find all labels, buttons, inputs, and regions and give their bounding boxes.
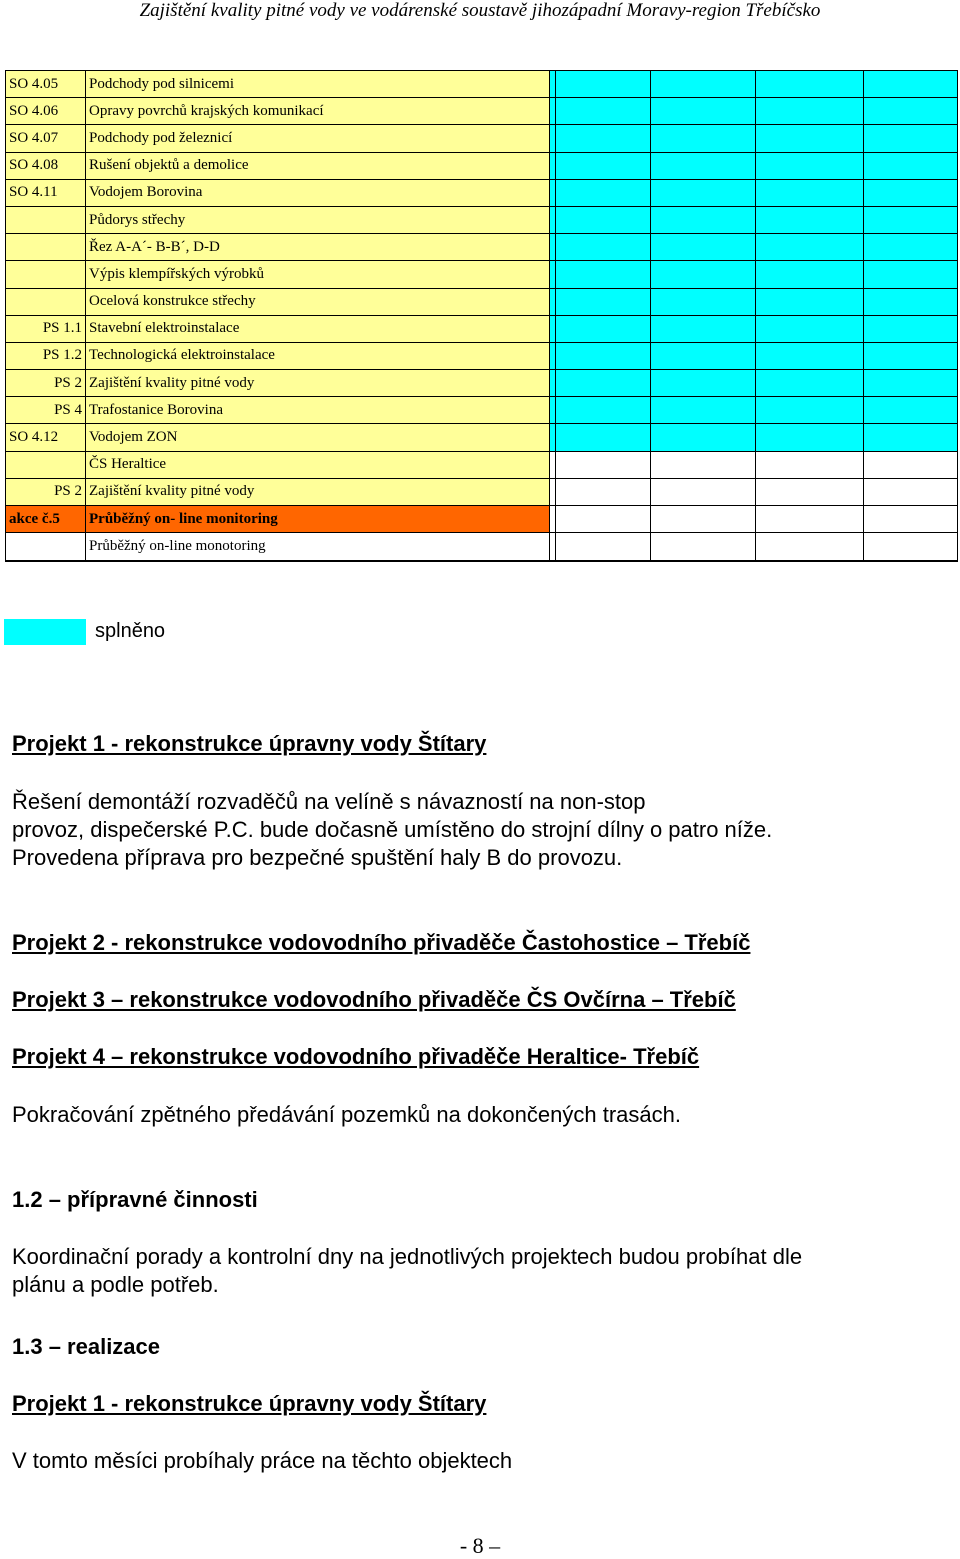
row-name: Rušení objektů a demolice <box>86 152 550 179</box>
status-cell <box>651 370 756 397</box>
status-cell <box>556 506 651 533</box>
status-cell <box>651 179 756 206</box>
row-code: SO 4.05 <box>6 71 86 98</box>
row-name: Ocelová konstrukce střechy <box>86 288 550 315</box>
section-1-3-title: 1.3 – realizace <box>12 1334 161 1359</box>
schedule-table <box>5 70 958 562</box>
row-name: Zajištění kvality pitné vody <box>86 370 550 397</box>
status-cell <box>864 424 958 451</box>
row-code: PS 2 <box>6 478 86 505</box>
row-code: PS 4 <box>6 397 86 424</box>
row-code <box>6 234 86 261</box>
status-cell <box>864 206 958 233</box>
row-code: PS 1.1 <box>6 315 86 342</box>
status-cell <box>756 152 864 179</box>
row-code <box>6 261 86 288</box>
row-name: Výpis klempířských výrobků <box>86 261 550 288</box>
status-cell <box>756 533 864 562</box>
table-row <box>6 424 958 451</box>
status-cell <box>556 370 651 397</box>
status-cell <box>864 478 958 505</box>
status-cell <box>651 152 756 179</box>
table-row <box>6 315 958 342</box>
status-cell <box>651 397 756 424</box>
table-row <box>6 98 958 125</box>
row-name: ČS Heraltice <box>86 451 550 478</box>
status-cell <box>651 533 756 562</box>
status-cell <box>651 342 756 369</box>
status-cell <box>556 288 651 315</box>
status-cell <box>864 533 958 562</box>
page-number: - 8 – <box>459 1533 501 1558</box>
row-name: Řez A-A´- B-B´, D-D <box>86 234 550 261</box>
legend-label: splněno <box>95 620 166 642</box>
table-row <box>6 397 958 424</box>
status-cell <box>864 71 958 98</box>
table-row <box>6 125 958 152</box>
status-cell <box>864 234 958 261</box>
status-cell <box>756 234 864 261</box>
status-cell <box>651 234 756 261</box>
status-cell <box>756 478 864 505</box>
project1b-title: Projekt 1 - rekonstrukce úpravny vody Štítary <box>12 1391 487 1416</box>
project1-title: Projekt 1 - rekonstrukce úpravny vody Štítary <box>12 731 487 756</box>
status-cell <box>864 397 958 424</box>
status-cell <box>864 506 958 533</box>
row-code: SO 4.06 <box>6 98 86 125</box>
legend-swatch <box>4 619 86 645</box>
row-name: Trafostanice Borovina <box>86 397 550 424</box>
table-row <box>6 451 958 478</box>
status-cell <box>864 152 958 179</box>
status-cell <box>556 315 651 342</box>
project1-line-2: provoz, dispečerské P.C. bude dočasně umístěno do strojní dílny o patro níže. <box>12 817 773 842</box>
status-cell <box>651 71 756 98</box>
status-cell <box>651 288 756 315</box>
status-cell <box>756 71 864 98</box>
status-cell <box>556 478 651 505</box>
row-name: Zajištění kvality pitné vody <box>86 478 550 505</box>
status-cell <box>651 315 756 342</box>
status-cell <box>756 98 864 125</box>
row-code: SO 4.12 <box>6 424 86 451</box>
table-row <box>6 152 958 179</box>
table-row <box>6 370 958 397</box>
status-cell <box>864 261 958 288</box>
row-code <box>6 206 86 233</box>
project1b-text: V tomto měsíci probíhaly práce na těchto objektech <box>12 1448 513 1473</box>
status-cell <box>756 370 864 397</box>
section-1-2-title: 1.2 – přípravné činnosti <box>12 1187 258 1212</box>
document-header: Zajištění kvality pitné vody ve vodárenské soustavě jihozápadní Moravy-region Třebíčsko <box>139 0 821 21</box>
status-cell <box>756 315 864 342</box>
status-cell <box>756 206 864 233</box>
table-row <box>6 342 958 369</box>
row-code: SO 4.11 <box>6 179 86 206</box>
status-cell <box>556 451 651 478</box>
status-cell <box>756 261 864 288</box>
table-row <box>6 179 958 206</box>
section-1-2-line-2: plánu a podle potřeb. <box>12 1272 219 1297</box>
status-cell <box>651 451 756 478</box>
status-cell <box>756 125 864 152</box>
row-code: akce č.5 <box>6 506 86 533</box>
status-cell <box>556 261 651 288</box>
status-cell <box>556 152 651 179</box>
status-cell <box>556 98 651 125</box>
status-cell <box>556 397 651 424</box>
row-code <box>6 288 86 315</box>
table-row <box>6 506 958 533</box>
row-code: PS 1.2 <box>6 342 86 369</box>
status-cell <box>651 98 756 125</box>
status-cell <box>651 506 756 533</box>
row-name: Půdorys střechy <box>86 206 550 233</box>
row-name: Opravy povrchů krajských komunikací <box>86 98 550 125</box>
status-cell <box>756 397 864 424</box>
row-name: Průběžný on- line monitoring <box>86 506 550 533</box>
row-name: Technologická elektroinstalace <box>86 342 550 369</box>
row-name: Průběžný on-line monotoring <box>86 533 550 562</box>
project2-title: Projekt 2 - rekonstrukce vodovodního přivaděče Častohostice – Třebíč <box>12 930 751 955</box>
table-row <box>6 261 958 288</box>
status-cell <box>556 125 651 152</box>
row-code: SO 4.07 <box>6 125 86 152</box>
section-1-2-line-1: Koordinační porady a kontrolní dny na jednotlivých projektech budou probíhat dle <box>12 1244 803 1269</box>
status-cell <box>651 261 756 288</box>
status-cell <box>651 424 756 451</box>
status-cell <box>864 451 958 478</box>
status-cell <box>756 179 864 206</box>
status-cell <box>756 451 864 478</box>
status-cell <box>864 370 958 397</box>
row-name: Vodojem Borovina <box>86 179 550 206</box>
status-cell <box>864 288 958 315</box>
status-cell <box>556 424 651 451</box>
row-code <box>6 533 86 562</box>
status-cell <box>864 179 958 206</box>
row-name: Podchody pod silnicemi <box>86 71 550 98</box>
row-code <box>6 451 86 478</box>
project4-title: Projekt 4 – rekonstrukce vodovodního přivaděče Heraltice- Třebíč <box>12 1044 700 1069</box>
status-cell <box>756 288 864 315</box>
status-cell <box>756 506 864 533</box>
table-row <box>6 533 958 562</box>
table-row <box>6 288 958 315</box>
row-name: Vodojem ZON <box>86 424 550 451</box>
status-cell <box>556 533 651 562</box>
status-cell <box>556 71 651 98</box>
status-cell <box>864 98 958 125</box>
project1-line-3: Provedena příprava pro bezpečné spuštění haly B do provozu. <box>12 845 623 870</box>
row-name: Stavební elektroinstalace <box>86 315 550 342</box>
status-cell <box>556 206 651 233</box>
project4-text: Pokračování zpětného předávání pozemků na dokončených trasách. <box>12 1102 681 1127</box>
table-row <box>6 478 958 505</box>
table-row <box>6 71 958 98</box>
status-cell <box>864 342 958 369</box>
status-cell <box>651 125 756 152</box>
status-cell <box>651 478 756 505</box>
row-code: PS 2 <box>6 370 86 397</box>
status-cell <box>864 315 958 342</box>
table-row <box>6 206 958 233</box>
status-cell <box>556 179 651 206</box>
row-code: SO 4.08 <box>6 152 86 179</box>
status-cell <box>556 342 651 369</box>
project3-title: Projekt 3 – rekonstrukce vodovodního přivaděče ČS Ovčírna – Třebíč <box>12 987 736 1012</box>
status-cell <box>756 424 864 451</box>
status-cell <box>651 206 756 233</box>
status-cell <box>556 234 651 261</box>
project1-line-1: Řešení demontáží rozvaděčů na velíně s návazností na non-stop <box>12 789 646 814</box>
table-row <box>6 234 958 261</box>
row-name: Podchody pod železnicí <box>86 125 550 152</box>
status-cell <box>756 342 864 369</box>
status-cell <box>864 125 958 152</box>
